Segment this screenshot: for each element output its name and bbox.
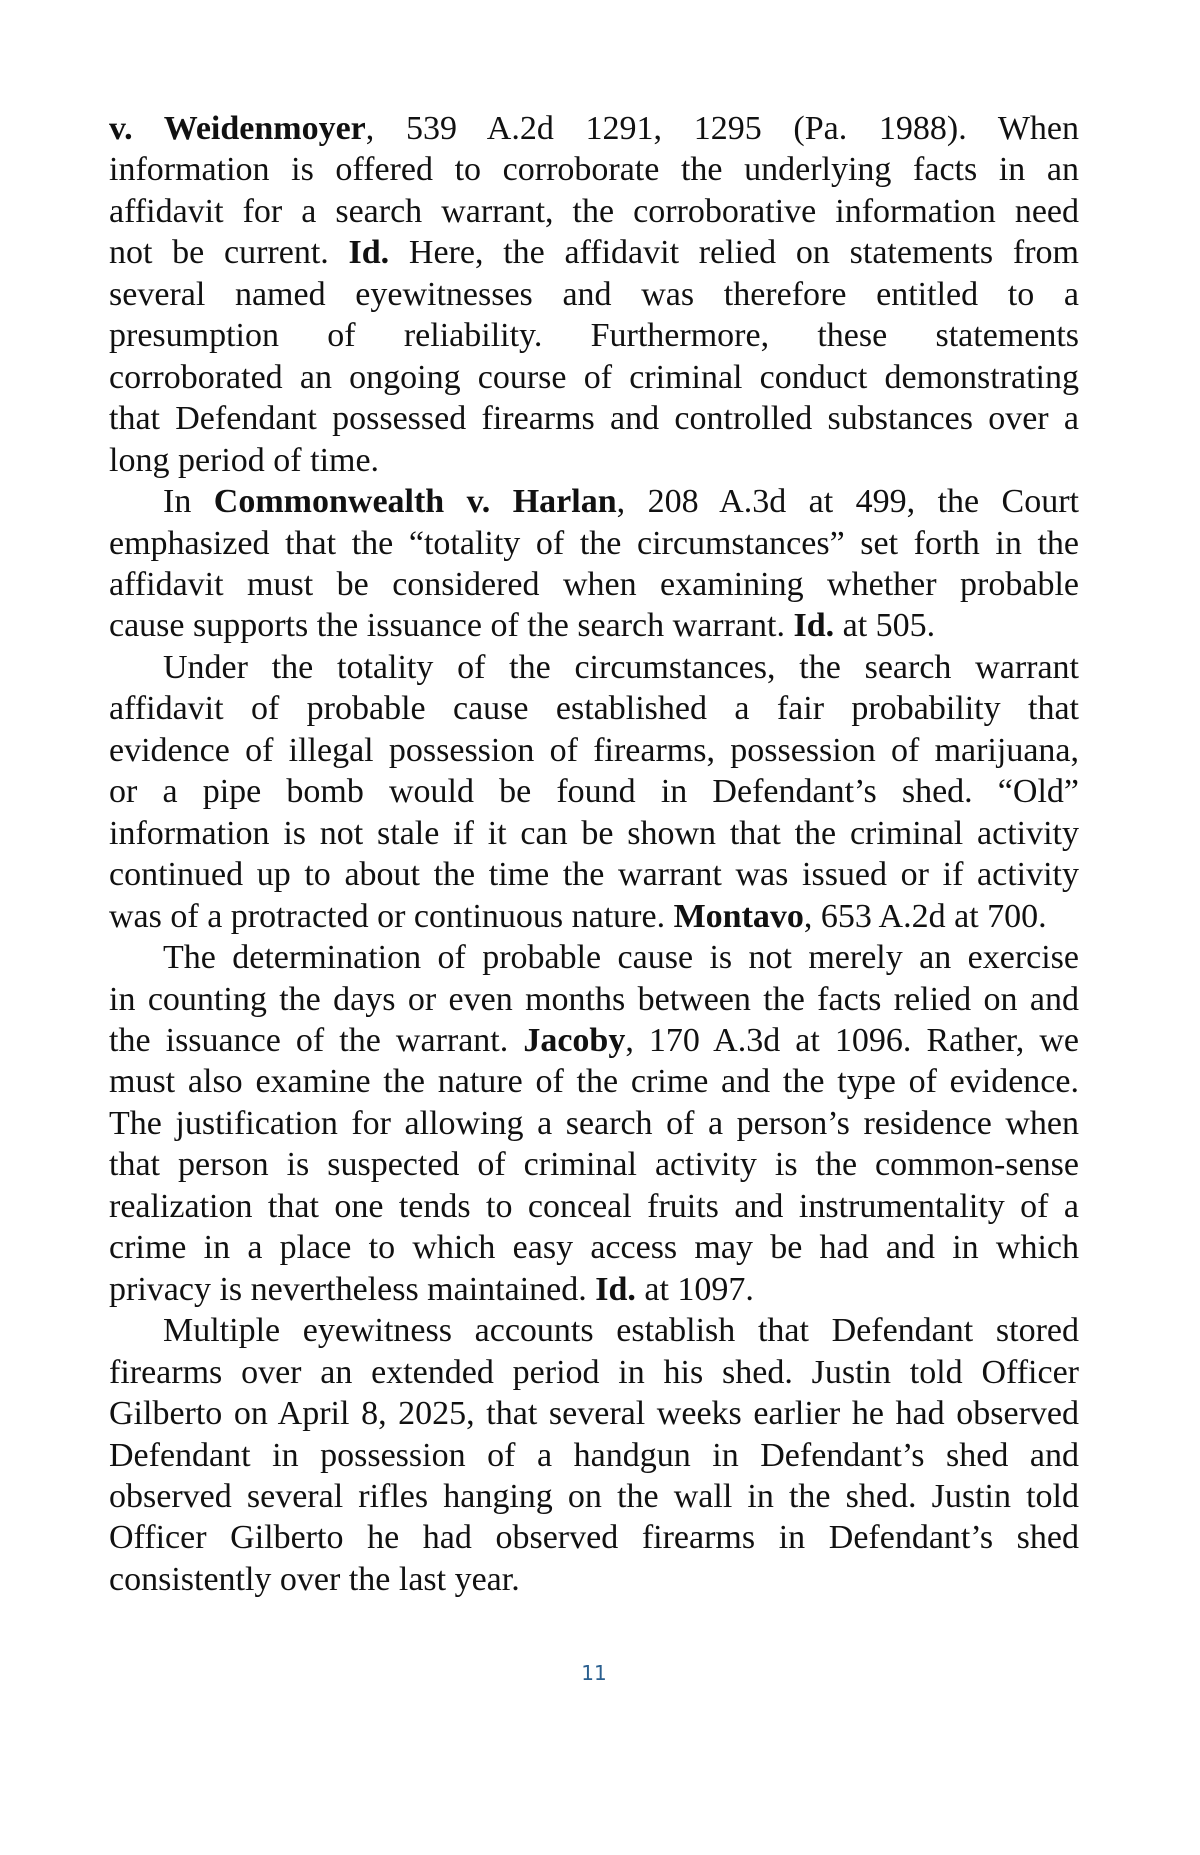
text-run: firearms over an extended period in his shed. Justin told Officer xyxy=(109,1353,1079,1391)
bold-citation: v. Weidenmoyer xyxy=(109,110,366,147)
text-run: or a pipe bomb would be found in Defendant’s shed. “Old” xyxy=(109,773,1079,811)
text-line xyxy=(109,688,1079,729)
text-run: not be current. xyxy=(109,234,349,272)
text-line xyxy=(109,605,1079,646)
bold-citation: Montavo xyxy=(673,897,804,935)
text-line xyxy=(109,523,1079,564)
text-run: In xyxy=(163,483,214,521)
text-run: corroborated an ongoing course of criminal conduct demonstrating xyxy=(109,358,1079,396)
text-run: crime in a place to which easy access may be had and in which xyxy=(109,1229,1079,1267)
text-line xyxy=(109,274,1079,315)
bold-citation: Commonwealth v. Harlan xyxy=(213,483,617,521)
text-line xyxy=(109,440,1079,481)
text-run: affidavit for a search warrant, the corroborative information need xyxy=(109,192,1079,230)
text-run: that person is suspected of criminal activity is the common-sense xyxy=(109,1146,1079,1184)
text-run: information is offered to corroborate the underlying facts in an xyxy=(109,151,1079,189)
paragraph-harlan xyxy=(109,481,1079,647)
text-line xyxy=(109,481,1079,522)
bold-citation: Id. xyxy=(595,1270,636,1308)
text-line xyxy=(109,1020,1079,1061)
text-line xyxy=(109,896,1079,937)
text-run: observed several rifles hanging on the wall in the shed. Justin told xyxy=(109,1477,1079,1515)
text-run: long period of time. xyxy=(109,441,380,479)
text-line xyxy=(109,771,1079,812)
text-run: presumption of reliability. Furthermore, these statements xyxy=(109,317,1079,355)
text-line xyxy=(109,1186,1079,1227)
text-line xyxy=(109,1517,1079,1558)
text-line xyxy=(109,1435,1079,1476)
text-run: at 1097. xyxy=(635,1270,754,1308)
text-line xyxy=(109,1310,1079,1351)
text-run: at 505. xyxy=(834,607,936,645)
text-line xyxy=(109,191,1079,232)
document-body xyxy=(109,108,1079,1600)
text-line xyxy=(109,937,1079,978)
text-line xyxy=(109,979,1079,1020)
text-line xyxy=(109,854,1079,895)
text-line xyxy=(109,1144,1079,1185)
text-run: must also examine the nature of the crime and the type of evidence. xyxy=(109,1063,1079,1101)
text-run: continued up to about the time the warrant was issued or if activity xyxy=(109,856,1079,894)
text-run: the issuance of the warrant. xyxy=(109,1021,524,1059)
text-run: that Defendant possessed firearms and controlled substances over a xyxy=(109,400,1079,438)
text-line xyxy=(109,232,1079,273)
text-line xyxy=(109,730,1079,771)
text-run: consistently over the last year. xyxy=(109,1560,520,1598)
text-run: Under the totality of the circumstances, the search warrant xyxy=(163,648,1079,686)
text-run: The justification for allowing a search of a person’s residence when xyxy=(109,1104,1079,1142)
text-run: realization that one tends to conceal fruits and instrumentality of a xyxy=(109,1187,1079,1225)
text-line xyxy=(109,149,1079,190)
text-run: , 539 A.2d 1291, 1295 (Pa. 1988). When xyxy=(365,110,1079,147)
text-line xyxy=(109,564,1079,605)
text-line xyxy=(109,1061,1079,1102)
text-line xyxy=(109,813,1079,854)
text-line xyxy=(109,647,1079,688)
text-run: emphasized that the “totality of the circumstances” set forth in the xyxy=(109,524,1079,562)
text-line xyxy=(109,1227,1079,1268)
text-line xyxy=(109,1476,1079,1517)
text-line xyxy=(109,357,1079,398)
text-line xyxy=(109,1269,1079,1310)
bold-citation: Id. xyxy=(793,607,835,645)
text-run: , 208 A.3d at 499, the Court xyxy=(616,483,1080,521)
text-run: The determination of probable cause is not merely an exercise xyxy=(163,939,1079,977)
paragraph-continued xyxy=(109,108,1079,481)
text-line xyxy=(109,1559,1079,1600)
text-run: evidence of illegal possession of firearms, possession of marijuana, xyxy=(109,731,1079,769)
text-line xyxy=(109,108,1079,149)
text-line xyxy=(109,398,1079,439)
text-run: Here, the affidavit relied on statements from xyxy=(389,234,1079,272)
text-run: Gilberto on April 8, 2025, that several weeks earlier he had observed xyxy=(109,1395,1079,1433)
text-line xyxy=(109,1352,1079,1393)
text-line xyxy=(109,1103,1079,1144)
text-line xyxy=(109,315,1079,356)
bold-citation: Id. xyxy=(348,234,390,272)
text-run: Multiple eyewitness accounts establish that Defendant stored xyxy=(163,1312,1079,1350)
text-run: , 170 A.3d at 1096. Rather, we xyxy=(625,1021,1079,1059)
text-run: affidavit must be considered when examining whether probable xyxy=(109,565,1079,603)
text-run: , 653 A.2d at 700. xyxy=(803,897,1047,935)
text-line xyxy=(109,1393,1079,1434)
bold-citation: Jacoby xyxy=(523,1021,626,1059)
paragraph-determination xyxy=(109,937,1079,1310)
text-run: Officer Gilberto he had observed firearms in Defendant’s shed xyxy=(109,1519,1079,1557)
paragraph-eyewitness xyxy=(109,1310,1079,1600)
text-run: privacy is nevertheless maintained. xyxy=(109,1270,596,1308)
text-run: cause supports the issuance of the search warrant. xyxy=(109,607,794,645)
text-run: affidavit of probable cause established a fair probability that xyxy=(109,690,1079,728)
text-run: Defendant in possession of a handgun in Defendant’s shed and xyxy=(109,1436,1079,1474)
text-run: was of a protracted or continuous nature. xyxy=(109,897,674,935)
text-run: several named eyewitnesses and was therefore entitled to a xyxy=(109,275,1079,313)
text-run: information is not stale if it can be shown that the criminal activity xyxy=(109,814,1079,852)
text-run: in counting the days or even months between the facts relied on and xyxy=(109,980,1079,1018)
page-number: 11 xyxy=(581,1661,607,1685)
paragraph-totality xyxy=(109,647,1079,937)
